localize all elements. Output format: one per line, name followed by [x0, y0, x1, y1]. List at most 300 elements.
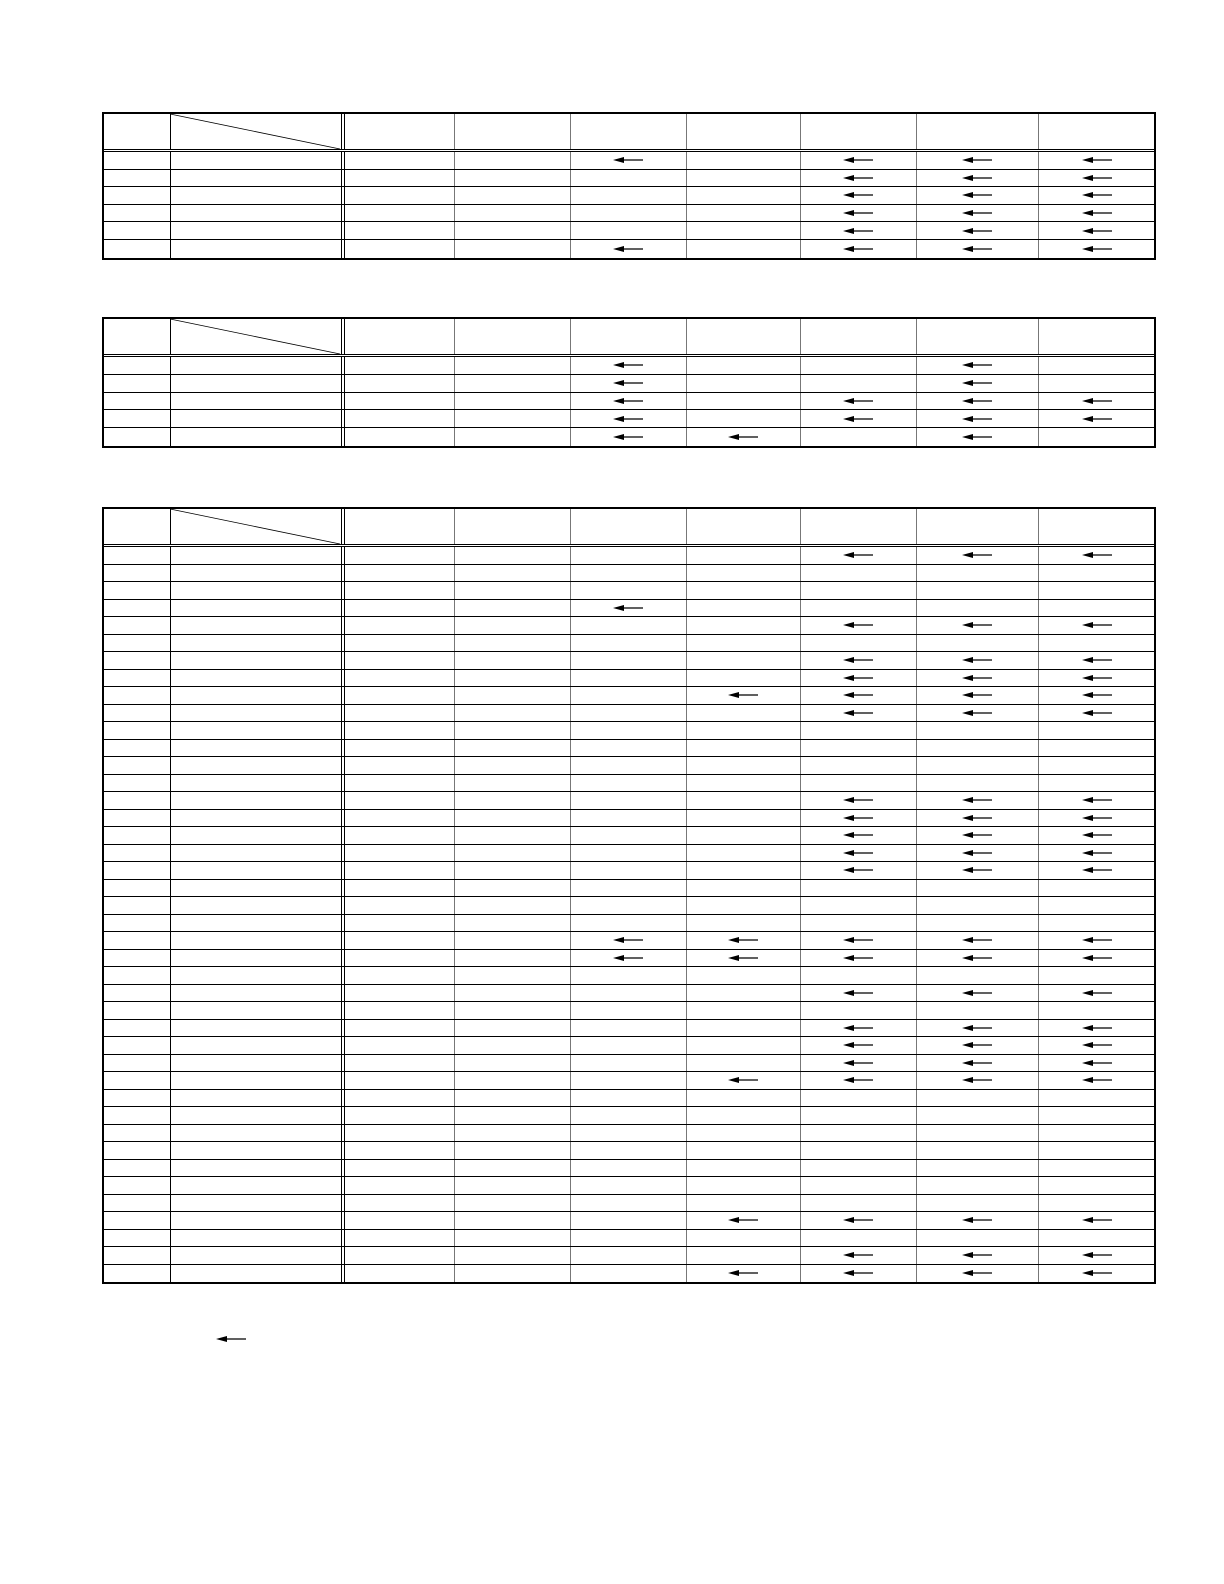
- column-divider: [686, 652, 687, 669]
- header-diagonal-line: [170, 114, 342, 149]
- column-divider: [686, 1072, 687, 1089]
- table-row: [104, 827, 1154, 845]
- column-divider: [570, 670, 571, 687]
- column-divider: [800, 862, 801, 879]
- column-divider: [800, 915, 801, 932]
- left-arrow-icon: [843, 1058, 873, 1068]
- column-divider: [1038, 410, 1039, 427]
- table-row: [104, 410, 1154, 428]
- column-divider: [1038, 810, 1039, 827]
- column-divider: [570, 915, 571, 932]
- column-divider: [916, 410, 917, 427]
- left-arrow-icon: [962, 830, 992, 840]
- column-divider: [916, 187, 917, 204]
- left-arrow-icon: [843, 1040, 873, 1050]
- column-divider: [800, 897, 801, 914]
- column-divider: [916, 428, 917, 446]
- left-arrow-icon: [1082, 865, 1112, 875]
- column-divider: [686, 1195, 687, 1212]
- column-divider: [570, 582, 571, 599]
- left-arrow-icon: [1082, 1075, 1112, 1085]
- column-divider: [916, 600, 917, 617]
- column-divider: [916, 897, 917, 914]
- column-divider: [686, 740, 687, 757]
- column-divider: [1038, 932, 1039, 949]
- left-arrow-icon: [728, 1268, 758, 1278]
- column-divider: [1038, 114, 1039, 149]
- table-row: [104, 880, 1154, 898]
- left-arrow-icon: [613, 953, 643, 963]
- column-divider: [686, 222, 687, 239]
- column-divider: [1038, 582, 1039, 599]
- double-divider: [341, 1072, 345, 1089]
- column-divider: [686, 1125, 687, 1142]
- column-divider: [1038, 617, 1039, 634]
- left-arrow-icon: [843, 865, 873, 875]
- column-divider: [170, 547, 171, 564]
- table-row: [104, 705, 1154, 723]
- column-divider: [170, 565, 171, 582]
- column-divider: [686, 393, 687, 410]
- column-divider: [1038, 319, 1039, 354]
- column-divider: [800, 240, 801, 258]
- column-divider: [170, 932, 171, 949]
- column-divider: [916, 205, 917, 222]
- column-divider: [570, 617, 571, 634]
- column-divider: [1038, 1212, 1039, 1229]
- column-divider: [1038, 565, 1039, 582]
- table-row: [104, 757, 1154, 775]
- column-divider: [170, 1072, 171, 1089]
- column-divider: [916, 1247, 917, 1264]
- column-divider: [1038, 845, 1039, 862]
- column-divider: [1038, 1142, 1039, 1159]
- column-divider: [570, 152, 571, 169]
- table-row: [104, 740, 1154, 758]
- left-arrow-icon: [962, 935, 992, 945]
- column-divider: [170, 170, 171, 187]
- column-divider: [800, 357, 801, 374]
- column-divider: [686, 1230, 687, 1247]
- column-divider: [170, 880, 171, 897]
- column-divider: [454, 1177, 455, 1194]
- table-row: [104, 240, 1154, 258]
- column-divider: [686, 722, 687, 739]
- double-divider: [341, 617, 345, 634]
- column-divider: [170, 600, 171, 617]
- left-arrow-icon: [843, 813, 873, 823]
- column-divider: [916, 319, 917, 354]
- column-divider: [570, 1125, 571, 1142]
- left-arrow-icon: [1082, 708, 1112, 718]
- column-divider: [570, 635, 571, 652]
- double-divider: [341, 547, 345, 564]
- column-divider: [170, 1212, 171, 1229]
- column-divider: [570, 222, 571, 239]
- column-divider: [1038, 670, 1039, 687]
- table-row: [104, 792, 1154, 810]
- column-divider: [916, 357, 917, 374]
- column-divider: [916, 1072, 917, 1089]
- table-row: [104, 1230, 1154, 1248]
- column-divider: [454, 1195, 455, 1212]
- column-divider: [800, 880, 801, 897]
- column-divider: [570, 862, 571, 879]
- column-divider: [916, 1090, 917, 1107]
- column-divider: [170, 1125, 171, 1142]
- column-divider: [454, 1265, 455, 1283]
- column-divider: [454, 1212, 455, 1229]
- column-divider: [570, 1107, 571, 1124]
- column-divider: [800, 547, 801, 564]
- left-arrow-icon: [1082, 155, 1112, 165]
- column-divider: [800, 1072, 801, 1089]
- double-divider: [341, 722, 345, 739]
- left-arrow-icon: [1082, 550, 1112, 560]
- table-row: [104, 1177, 1154, 1195]
- column-divider: [916, 635, 917, 652]
- double-divider: [341, 1002, 345, 1019]
- column-divider: [1038, 375, 1039, 392]
- column-divider: [570, 600, 571, 617]
- left-arrow-icon: [962, 1023, 992, 1033]
- column-divider: [800, 967, 801, 984]
- column-divider: [570, 1177, 571, 1194]
- column-divider: [454, 582, 455, 599]
- column-divider: [454, 1125, 455, 1142]
- column-divider: [1038, 1265, 1039, 1283]
- column-divider: [686, 862, 687, 879]
- left-arrow-icon: [843, 1268, 873, 1278]
- left-arrow-icon: [613, 935, 643, 945]
- double-divider: [341, 967, 345, 984]
- column-divider: [800, 775, 801, 792]
- column-divider: [686, 1002, 687, 1019]
- left-arrow-icon: [613, 360, 643, 370]
- double-divider: [341, 393, 345, 410]
- column-divider: [686, 932, 687, 949]
- column-divider: [686, 1090, 687, 1107]
- column-divider: [686, 1177, 687, 1194]
- column-divider: [686, 509, 687, 544]
- column-divider: [454, 635, 455, 652]
- left-arrow-icon: [1082, 1250, 1112, 1260]
- table-3: [102, 507, 1156, 1284]
- column-divider: [800, 1037, 801, 1054]
- column-divider: [454, 722, 455, 739]
- column-divider: [454, 1107, 455, 1124]
- double-divider: [341, 152, 345, 169]
- column-divider: [454, 705, 455, 722]
- left-arrow-icon: [613, 603, 643, 613]
- double-divider: [341, 880, 345, 897]
- left-arrow-icon: [962, 226, 992, 236]
- column-divider: [170, 582, 171, 599]
- left-arrow-icon: [962, 173, 992, 183]
- column-divider: [170, 722, 171, 739]
- table-row: [104, 428, 1154, 446]
- left-arrow-icon: [1082, 620, 1112, 630]
- column-divider: [454, 187, 455, 204]
- left-arrow-icon: [1082, 208, 1112, 218]
- left-arrow-icon: [843, 673, 873, 683]
- left-arrow-icon: [728, 953, 758, 963]
- left-arrow-icon: [613, 244, 643, 254]
- column-divider: [686, 114, 687, 149]
- double-divider: [341, 985, 345, 1002]
- double-divider: [341, 240, 345, 258]
- column-divider: [916, 670, 917, 687]
- column-divider: [170, 222, 171, 239]
- left-arrow-icon: [843, 848, 873, 858]
- left-arrow-icon: [962, 208, 992, 218]
- column-divider: [454, 652, 455, 669]
- column-divider: [570, 1247, 571, 1264]
- column-divider: [686, 600, 687, 617]
- column-divider: [170, 187, 171, 204]
- column-divider: [916, 1195, 917, 1212]
- left-arrow-icon: [843, 988, 873, 998]
- table-row: [104, 1072, 1154, 1090]
- column-divider: [916, 222, 917, 239]
- column-divider: [454, 845, 455, 862]
- table-row: [104, 565, 1154, 583]
- left-arrow-icon: [613, 414, 643, 424]
- left-arrow-icon: [1082, 935, 1112, 945]
- double-divider: [341, 740, 345, 757]
- double-divider: [341, 1212, 345, 1229]
- column-divider: [1038, 1125, 1039, 1142]
- left-arrow-icon: [1082, 953, 1112, 963]
- column-divider: [800, 428, 801, 446]
- column-divider: [170, 950, 171, 967]
- column-divider: [800, 845, 801, 862]
- column-divider: [570, 775, 571, 792]
- column-divider: [686, 582, 687, 599]
- column-divider: [800, 319, 801, 354]
- column-divider: [454, 950, 455, 967]
- column-divider: [686, 915, 687, 932]
- column-divider: [570, 1037, 571, 1054]
- column-divider: [454, 897, 455, 914]
- column-divider: [916, 1037, 917, 1054]
- left-arrow-icon: [613, 432, 643, 442]
- column-divider: [170, 740, 171, 757]
- table-row: [104, 222, 1154, 240]
- left-arrow-icon: [962, 1250, 992, 1260]
- column-divider: [800, 222, 801, 239]
- column-divider: [800, 932, 801, 949]
- column-divider: [454, 670, 455, 687]
- column-divider: [800, 152, 801, 169]
- column-divider: [170, 810, 171, 827]
- column-divider: [1038, 1177, 1039, 1194]
- double-divider: [341, 792, 345, 809]
- column-divider: [570, 932, 571, 949]
- column-divider: [454, 410, 455, 427]
- column-divider: [686, 1160, 687, 1177]
- column-divider: [1038, 967, 1039, 984]
- column-divider: [686, 375, 687, 392]
- column-divider: [570, 967, 571, 984]
- column-divider: [686, 205, 687, 222]
- column-divider: [916, 705, 917, 722]
- column-divider: [170, 915, 171, 932]
- column-divider: [1038, 222, 1039, 239]
- column-divider: [800, 114, 801, 149]
- left-arrow-icon: [1082, 173, 1112, 183]
- column-divider: [1038, 950, 1039, 967]
- left-arrow-icon: [962, 988, 992, 998]
- column-divider: [686, 1247, 687, 1264]
- table-row: [104, 1055, 1154, 1073]
- column-divider: [170, 827, 171, 844]
- column-divider: [686, 687, 687, 704]
- column-divider: [1038, 428, 1039, 446]
- column-divider: [170, 652, 171, 669]
- column-divider: [686, 845, 687, 862]
- double-divider: [341, 1037, 345, 1054]
- double-divider: [341, 222, 345, 239]
- left-arrow-icon: [843, 550, 873, 560]
- table-header: [104, 319, 1154, 357]
- column-divider: [570, 428, 571, 446]
- table-row: [104, 915, 1154, 933]
- double-divider: [341, 1125, 345, 1142]
- column-divider: [800, 1125, 801, 1142]
- column-divider: [170, 1265, 171, 1283]
- left-arrow-icon: [843, 1075, 873, 1085]
- double-divider: [341, 635, 345, 652]
- column-divider: [454, 775, 455, 792]
- column-divider: [170, 757, 171, 774]
- left-arrow-icon: [1082, 673, 1112, 683]
- left-arrow-icon: [962, 244, 992, 254]
- column-divider: [570, 1160, 571, 1177]
- column-divider: [170, 1195, 171, 1212]
- left-arrow-icon: [843, 1215, 873, 1225]
- double-divider: [341, 827, 345, 844]
- column-divider: [570, 114, 571, 149]
- column-divider: [454, 428, 455, 446]
- column-divider: [570, 565, 571, 582]
- column-divider: [170, 1090, 171, 1107]
- double-divider: [341, 1230, 345, 1247]
- column-divider: [800, 670, 801, 687]
- table-row: [104, 187, 1154, 205]
- column-divider: [800, 617, 801, 634]
- left-arrow-icon: [843, 244, 873, 254]
- column-divider: [800, 950, 801, 967]
- left-arrow-icon: [843, 1250, 873, 1260]
- column-divider: [686, 897, 687, 914]
- left-arrow-icon: [1082, 988, 1112, 998]
- column-divider: [170, 635, 171, 652]
- column-divider: [454, 170, 455, 187]
- column-divider: [1038, 1160, 1039, 1177]
- column-divider: [454, 1160, 455, 1177]
- left-arrow-icon: [613, 378, 643, 388]
- column-divider: [170, 1160, 171, 1177]
- table-row: [104, 1195, 1154, 1213]
- table-row: [104, 547, 1154, 565]
- column-divider: [170, 428, 171, 446]
- table-row: [104, 1107, 1154, 1125]
- column-divider: [570, 740, 571, 757]
- left-arrow-icon: [843, 935, 873, 945]
- column-divider: [1038, 547, 1039, 564]
- column-divider: [570, 547, 571, 564]
- column-divider: [800, 1265, 801, 1283]
- column-divider: [800, 410, 801, 427]
- left-arrow-icon: [1082, 655, 1112, 665]
- left-arrow-icon: [962, 1215, 992, 1225]
- column-divider: [454, 967, 455, 984]
- column-divider: [570, 240, 571, 258]
- column-divider: [686, 1142, 687, 1159]
- column-divider: [570, 1195, 571, 1212]
- column-divider: [454, 393, 455, 410]
- column-divider: [686, 357, 687, 374]
- column-divider: [170, 985, 171, 1002]
- column-divider: [800, 1020, 801, 1037]
- left-arrow-icon: [843, 226, 873, 236]
- column-divider: [570, 652, 571, 669]
- column-divider: [454, 757, 455, 774]
- left-arrow-icon: [728, 690, 758, 700]
- table-row: [104, 775, 1154, 793]
- column-divider: [570, 705, 571, 722]
- double-divider: [341, 845, 345, 862]
- left-arrow-icon: [962, 953, 992, 963]
- column-divider: [570, 375, 571, 392]
- column-divider: [686, 705, 687, 722]
- double-divider: [341, 1247, 345, 1264]
- left-arrow-icon: [843, 953, 873, 963]
- column-divider: [686, 547, 687, 564]
- column-divider: [170, 393, 171, 410]
- column-divider: [454, 810, 455, 827]
- column-divider: [454, 222, 455, 239]
- left-arrow-icon: [962, 414, 992, 424]
- column-divider: [916, 393, 917, 410]
- column-divider: [170, 862, 171, 879]
- column-divider: [1038, 509, 1039, 544]
- table-row: [104, 1160, 1154, 1178]
- column-divider: [800, 582, 801, 599]
- left-arrow-icon: [843, 414, 873, 424]
- column-divider: [800, 393, 801, 410]
- column-divider: [916, 1020, 917, 1037]
- double-divider: [341, 810, 345, 827]
- column-divider: [570, 1055, 571, 1072]
- table-row: [104, 375, 1154, 393]
- double-divider: [341, 950, 345, 967]
- column-divider: [800, 827, 801, 844]
- column-divider: [1038, 1107, 1039, 1124]
- column-divider: [454, 205, 455, 222]
- column-divider: [800, 565, 801, 582]
- table-row: [104, 617, 1154, 635]
- double-divider: [341, 1142, 345, 1159]
- table-row: [104, 1212, 1154, 1230]
- column-divider: [170, 967, 171, 984]
- column-divider: [570, 827, 571, 844]
- double-divider: [341, 428, 345, 446]
- column-divider: [1038, 985, 1039, 1002]
- column-divider: [454, 547, 455, 564]
- column-divider: [1038, 740, 1039, 757]
